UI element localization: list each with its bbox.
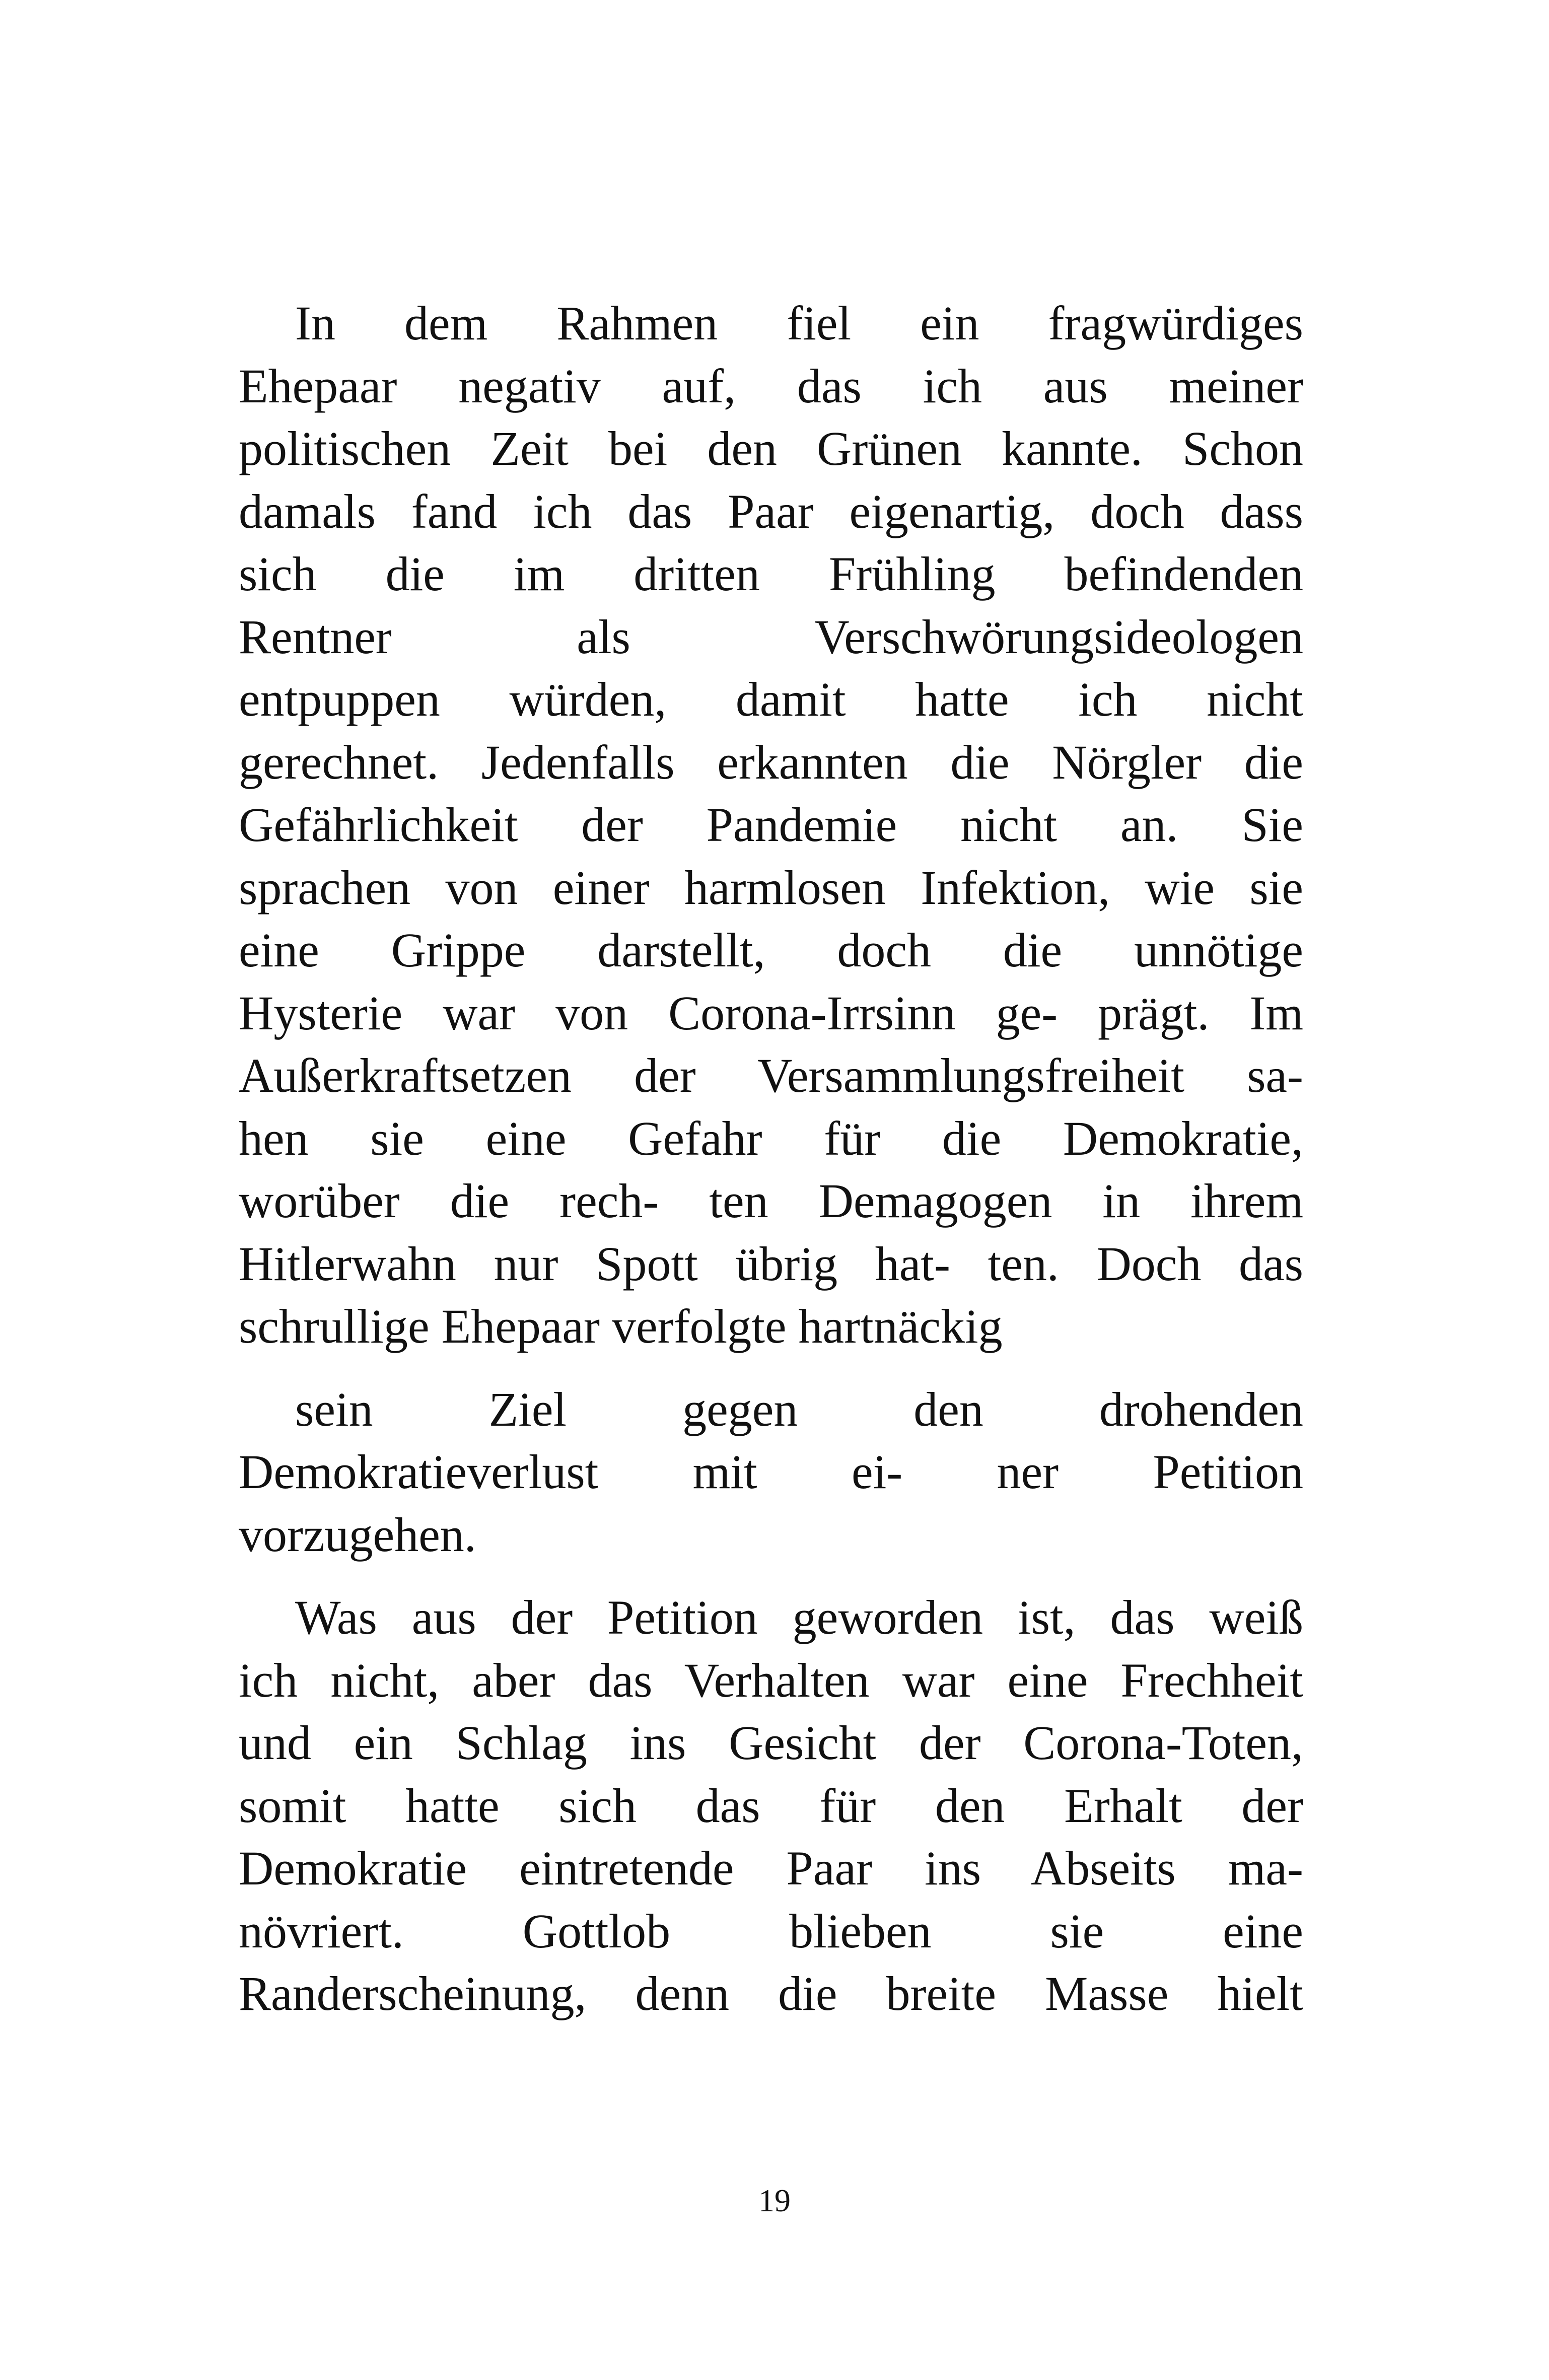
text-line: politischen Zeit bei den Grünen kannte. Schon <box>239 422 1303 475</box>
text-line: hen sie eine Gefahr für die Demokratie, <box>239 1111 1303 1165</box>
text-line: Gefährlichkeit der Pandemie nicht an. Sie <box>239 798 1303 852</box>
text-line: Hitlerwahn nur Spott übrig hat- ten. Doch das <box>239 1236 1303 1291</box>
paragraph-gap <box>239 1566 1303 1586</box>
text-line: Demokratie eintretende Paar ins Abseits ma- <box>239 1841 1303 1895</box>
text-line: Ehepaar negativ auf, das ich aus meiner <box>239 359 1303 413</box>
paragraph-1 <box>239 292 1303 1358</box>
paragraph-3 <box>239 1586 1303 2025</box>
text-line: damals fand ich das Paar eigenartig, doch dass <box>239 484 1303 538</box>
text-line: Randerscheinung, denn die breite Masse hielt <box>239 1967 1303 2020</box>
text-line: Hysterie war von Corona-Irrsinn ge- prägt. Im <box>239 986 1303 1040</box>
page-number: 19 <box>758 2183 791 2218</box>
text-line: sein Ziel gegen den drohenden <box>295 1382 1303 1436</box>
text-line: Was aus der Petition geworden ist, das weiß <box>295 1590 1303 1644</box>
text-line: schrullige Ehepaar verfolgte hartnäckig <box>239 1299 1003 1353</box>
text-line: Rentner als Verschwörungsideologen <box>239 609 1303 664</box>
body-text <box>239 292 1303 2025</box>
text-line: entpuppen würden, damit hatte ich nicht <box>239 672 1303 726</box>
text-line: Demokratieverlust mit ei- ner Petition <box>239 1445 1303 1499</box>
text-line: sprachen von einer harmlosen Infektion, wie sie <box>239 860 1303 915</box>
text-line: In dem Rahmen fiel ein fragwürdiges <box>295 296 1303 350</box>
text-line: somit hatte sich das für den Erhalt der <box>239 1778 1303 1833</box>
paragraph-2 <box>239 1378 1303 1567</box>
paragraph-gap <box>239 1358 1303 1378</box>
text-line: worüber die rech- ten Demagogen in ihrem <box>239 1174 1303 1228</box>
text-line: eine Grippe darstellt, doch die unnötige <box>239 923 1303 977</box>
text-line: növriert. Gottlob blieben sie eine <box>239 1904 1303 1958</box>
text-line: und ein Schlag ins Gesicht der Corona-Toten, <box>239 1716 1303 1770</box>
text-line: ich nicht, aber das Verhalten war eine Frechheit <box>239 1653 1303 1707</box>
text-line: gerechnet. Jedenfalls erkannten die Nörgler die <box>239 735 1303 789</box>
text-line: Außerkraftsetzen der Versammlungsfreiheit sa- <box>239 1048 1303 1102</box>
text-line: sich die im dritten Frühling befindenden <box>239 547 1303 601</box>
text-line: vorzugehen. <box>239 1507 476 1562</box>
